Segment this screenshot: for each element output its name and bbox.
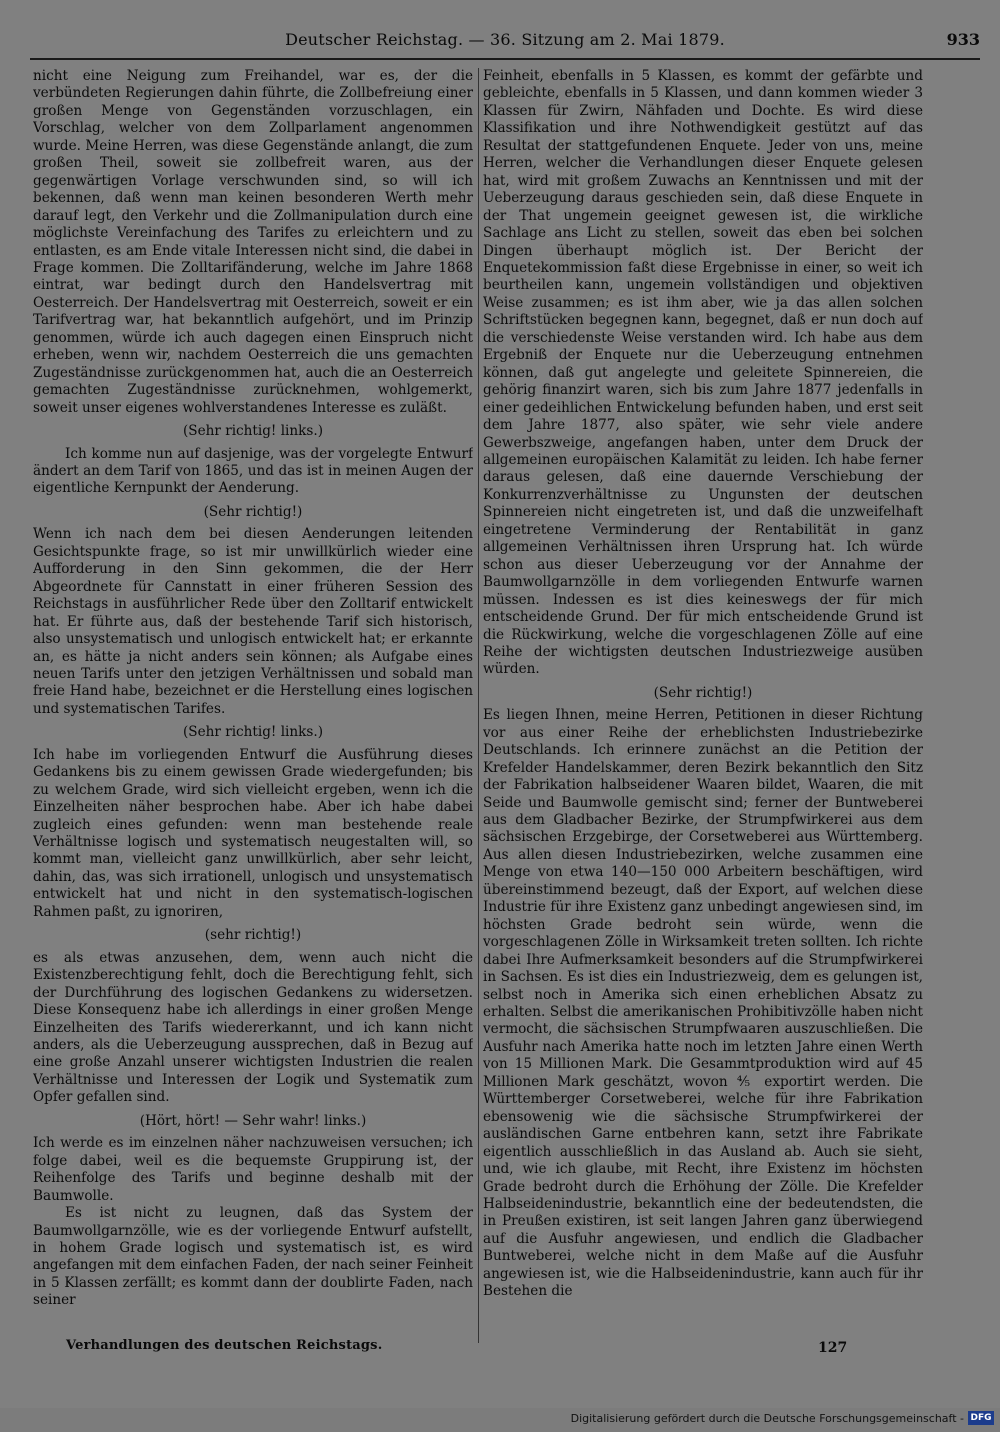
left-column	[33, 68, 473, 1368]
paragraph: Feinheit, ebenfalls in 5 Klassen, es kommt der gefärbte und gebleichte, ebenfalls in 5 Klassen, und dann kommen wieder 3 Klassen für Zwirn, Nähfaden und Dochte. Es wird diese Klassifikation und ihre Nothwendigkeit gestützt auf das Resultat der stattgefundenen Enquete. Jeder von uns, meine Herren, welcher die Verhandlungen dieser Enquete gelesen hat, wird mit großem Zuwachs an Kenntnissen und mit der Ueberzeugung daraus geschieden sein, daß diese Enquete in der That ungemein geeignet gewesen ist, die wirkliche Sachlage ans Licht zu stellen, soweit das eben bei solchen Dingen überhaupt möglich ist. Der Bericht der Enquetekommission faßt diese Ergebnisse in einer, so weit ich beurtheilen kann, ungemein vollständigen und objektiven Weise zusammen; es ist ihm aber, wie ja das allen solchen Schriftstücken begegnen kann, begegnet, daß er nun doch auf die verschiedenste Weise verstanden wird. Ich habe aus dem Ergebniß der Enquete nur die Ueberzeugung entnehmen können, daß gut angelegte und geleitete Spinnereien, die gehörig finanzirt waren, sich bis zum Jahre 1877 jedenfalls in einer gedeihlichen Entwickelung befunden haben, und erst seit dem Jahre 1877, also später, wie sehr viele andere Gewerbszweige, angefangen haben, unter dem Druck der allgemeinen europäischen Kalamität zu leiden. Ich habe ferner daraus gelesen, daß eine dauernde Verschiebung der Konkurrenzverhältnisse zu Ungunsten der deutschen Spinnereien nicht eingetreten ist, und daß die unzweifelhaft eingetretene Verminderung der Rentabilität in ganz allgemeinen Verhältnissen ihren Ursprung hat. Ich würde schon aus dieser Ueberzeugung vor der Annahme der Baumwollgarnzölle in dem vorliegenden Entwurfe warnen müssen. Indessen es ist dies keineswegs der für mich entscheidende Grund. Der für mich entscheidende Grund ist die Rückwirkung, welche die vorgeschlagenen Zölle auf eine Reihe der wichtigsten deutschen Industriezweige ausüben würden.	[483, 68, 923, 678]
right-column	[483, 68, 923, 1368]
sheet-number: 127	[818, 1340, 848, 1356]
dfg-logo: DFG	[968, 1411, 994, 1425]
reaction-note: (Sehr richtig!)	[203, 503, 303, 520]
paragraph: Ich komme nun auf dasjenige, was der vorgelegte Entwurf ändert an dem Tarif von 1865, und das ist in meinen Augen der eigentliche Kernpunkt der Aenderung.	[33, 445, 473, 497]
page-header	[30, 28, 980, 58]
credit-text: Digitalisierung gefördert durch die Deutsche Forschungsgemeinschaft -	[570, 1412, 964, 1425]
paragraph: Es ist nicht zu leugnen, daß das System der Baumwollgarnzölle, wie es der vorliegende Entwurf aufstellt, in hohem Grade logisch und systematisch ist, es wird angefangen mit dem einfachen Faden, der nach seiner Feinheit in 5 Klassen zerfällt; es kommt dann der doublirte Faden, nach seiner	[33, 1205, 473, 1309]
page-number: 933	[946, 30, 980, 49]
running-head: Deutscher Reichstag. — 36. Sitzung am 2. Mai 1879.	[285, 30, 725, 49]
column-divider	[478, 68, 479, 1343]
header-rule	[30, 58, 980, 60]
paragraph: Es liegen Ihnen, meine Herren, Petitionen in dieser Richtung vor aus einer Reihe der erheblichsten Industriebezirke Deutschlands. Ich erinnere zunächst an die Petition der Krefelder Handelskammer, deren Bezirk bekanntlich den Sitz der Fabrikation halbseidener Waaren bildet, Waaren, die mit Seide und Baumwolle gemischt sind; ferner der Buntweberei aus dem Gladbacher Bezirke, der Strumpfwirkerei aus dem sächsischen Erzgebirge, der Corsetweberei aus Württemberg. Aus allen diesen Industriebezirken, welche zusammen eine Menge von etwa 140—150 000 Arbeitern beschäftigen, wird übereinstimmend bezeugt, daß der Export, auf welchen diese Industrie für ihre Existenz ganz unbedingt angewiesen sind, im höchsten Grade bedroht sein würde, wenn die vorgeschlagenen Zölle in Wirksamkeit treten sollten. Ich richte dabei Ihre Aufmerksamkeit besonders auf die Strumpfwirkerei in Sachsen. Es ist dies ein Industriezweig, dem es gelungen ist, selbst noch in Amerika sich einen erheblichen Absatz zu erhalten. Selbst die amerikanischen Prohibitivzölle haben nicht vermocht, die sächsischen Strumpfwaaren auszuschließen. Die Ausfuhr nach Amerika hatte noch im letzten Jahre einen Werth von 15 Millionen Mark. Die Gesammtproduktion wird auf 45 Millionen Mark geschätzt, wovon ⅘ exportirt werden. Die Württemberger Corsetweberei, welche für ihre Fabrikation ebensowenig wie die sächsische Strumpfwirkerei der ausländischen Garne entbehren kann, setzt ihre Fabrikate eigentlich ausschließlich in das Ausland ab. Auch sie sieht, und, wie ich glaube, mit Recht, ihre Existenz im höchsten Grade bedroht durch die Erhöhung der Zölle. Die Krefelder Halbseidenindustrie, bekanntlich eine der bedeutendsten, die in Preußen existiren, ist seit langen Jahren ganz überwiegend auf die Ausfuhr angewiesen, und endlich die Gladbacher Buntweberei, welche nicht in dem Maße auf die Ausfuhr angewiesen ist, wie die Halbseidenindustrie, kann auch für ihr Bestehen die	[483, 707, 923, 1300]
reaction-note: (sehr richtig!)	[204, 927, 302, 944]
reaction-note: (Sehr richtig! links.)	[182, 724, 324, 741]
paragraph: es als etwas anzusehen, dem, wenn auch nicht die Existenzberechtigung fehlt, doch die Berechtigung fehlt, sich der Durchführung des logischen Gedankens zu widersetzen. Diese Konsequenz habe ich allerdings in einer großen Menge Einzelheiten des Tarifs wiedererkannt, und ich kann nicht anders, als die Ueberzeugung aussprechen, daß in Bezug auf eine große Anzahl unserer wichtigsten Industrien die realen Verhältnisse und Interessen der Logik und Systematik zum Opfer gefallen sind.	[33, 949, 473, 1106]
paragraph: nicht eine Neigung zum Freihandel, war es, der die verbündeten Regierungen dahin führte, die Zollbefreiung einer großen Menge von Gegenständen vorzuschlagen, ein Vorschlag, welcher von dem Zollparlament angenommen wurde. Meine Herren, was diese Gegenstände anlangt, die zum großen Theil, soweit sie zollbefreit waren, aus der gegenwärtigen Vorlage verschwunden sind, so will ich bekennen, daß wenn man keinen besonderen Werth mehr darauf legt, den Verkehr und die Zollmanipulation durch eine möglichste Vereinfachung des Tarifes zu erleichtern und zu entlasten, es am Ende vitale Interessen nicht sind, die dabei in Frage kommen. Die Zolltarifänderung, welche im Jahre 1868 eintrat, war bedingt durch den Handelsvertrag mit Oesterreich. Der Handelsvertrag mit Oesterreich, soweit er ein Tarifvertrag war, hat bekanntlich aufgehört, und im Prinzip genommen, würde ich auch dagegen einen Einspruch nicht erheben, wenn wir, nachdem Oesterreich die uns gemachten Zugeständnisse zurückgenommen hat, auch die an Oesterreich gemachten Zugeständnisse zurücknehmen, wohlgemerkt, soweit unser eigenes wohlverstandenes Interesse es zuläßt.	[33, 68, 473, 416]
paragraph: Ich habe im vorliegenden Entwurf die Ausführung dieses Gedankens bis zu einem gewissen Grade wiedergefunden; bis zu welchem Grade, wird sich vielleicht ergeben, wenn ich die Einzelheiten näher besprochen habe. Aber ich habe dabei zugleich eines gefunden: wenn man bestehende reale Verhältnisse logisch und systematisch neugestalten will, so kommt man, vielleicht ganz unwillkürlich, aber sehr leicht, dahin, das, was sich irrationell, unlogisch und unsystematisch entwickelt hat und nicht in den systematisch-logischen Rahmen paßt, zu ignoriren,	[33, 746, 473, 920]
footer-source: Verhandlungen des deutschen Reichstags.	[66, 1338, 383, 1353]
reaction-note: (Hört, hört! — Sehr wahr! links.)	[139, 1112, 367, 1129]
reaction-note: (Sehr richtig!)	[653, 684, 753, 701]
reaction-note: (Sehr richtig! links.)	[182, 423, 324, 440]
paragraph: Wenn ich nach dem bei diesen Aenderungen leitenden Gesichtspunkte frage, so ist mir unwillkürlich wieder eine Aufforderung in den Sinn gekommen, die der Herr Abgeordnete für Cannstatt in einer früheren Session des Reichstags in ausführlicher Rede über den Zolltarif entwickelt hat. Er führte aus, daß der bestehende Tarif sich historisch, also unsystematisch und unlogisch entwickelt hat; er erkannte an, es hätte ja nicht anders sein können; als Aufgabe eines neuen Tarifs unter den jetzigen Verhältnissen und sobald man freie Hand habe, bezeichnet er die Herstellung eines logischen und systematischen Tarifes.	[33, 526, 473, 717]
paragraph: Ich werde es im einzelnen näher nachzuweisen versuchen; ich folge dabei, weil es die bequemste Gruppirung ist, der Reihenfolge des Tarifs und beginne deshalb mit der Baumwolle.	[33, 1135, 473, 1204]
